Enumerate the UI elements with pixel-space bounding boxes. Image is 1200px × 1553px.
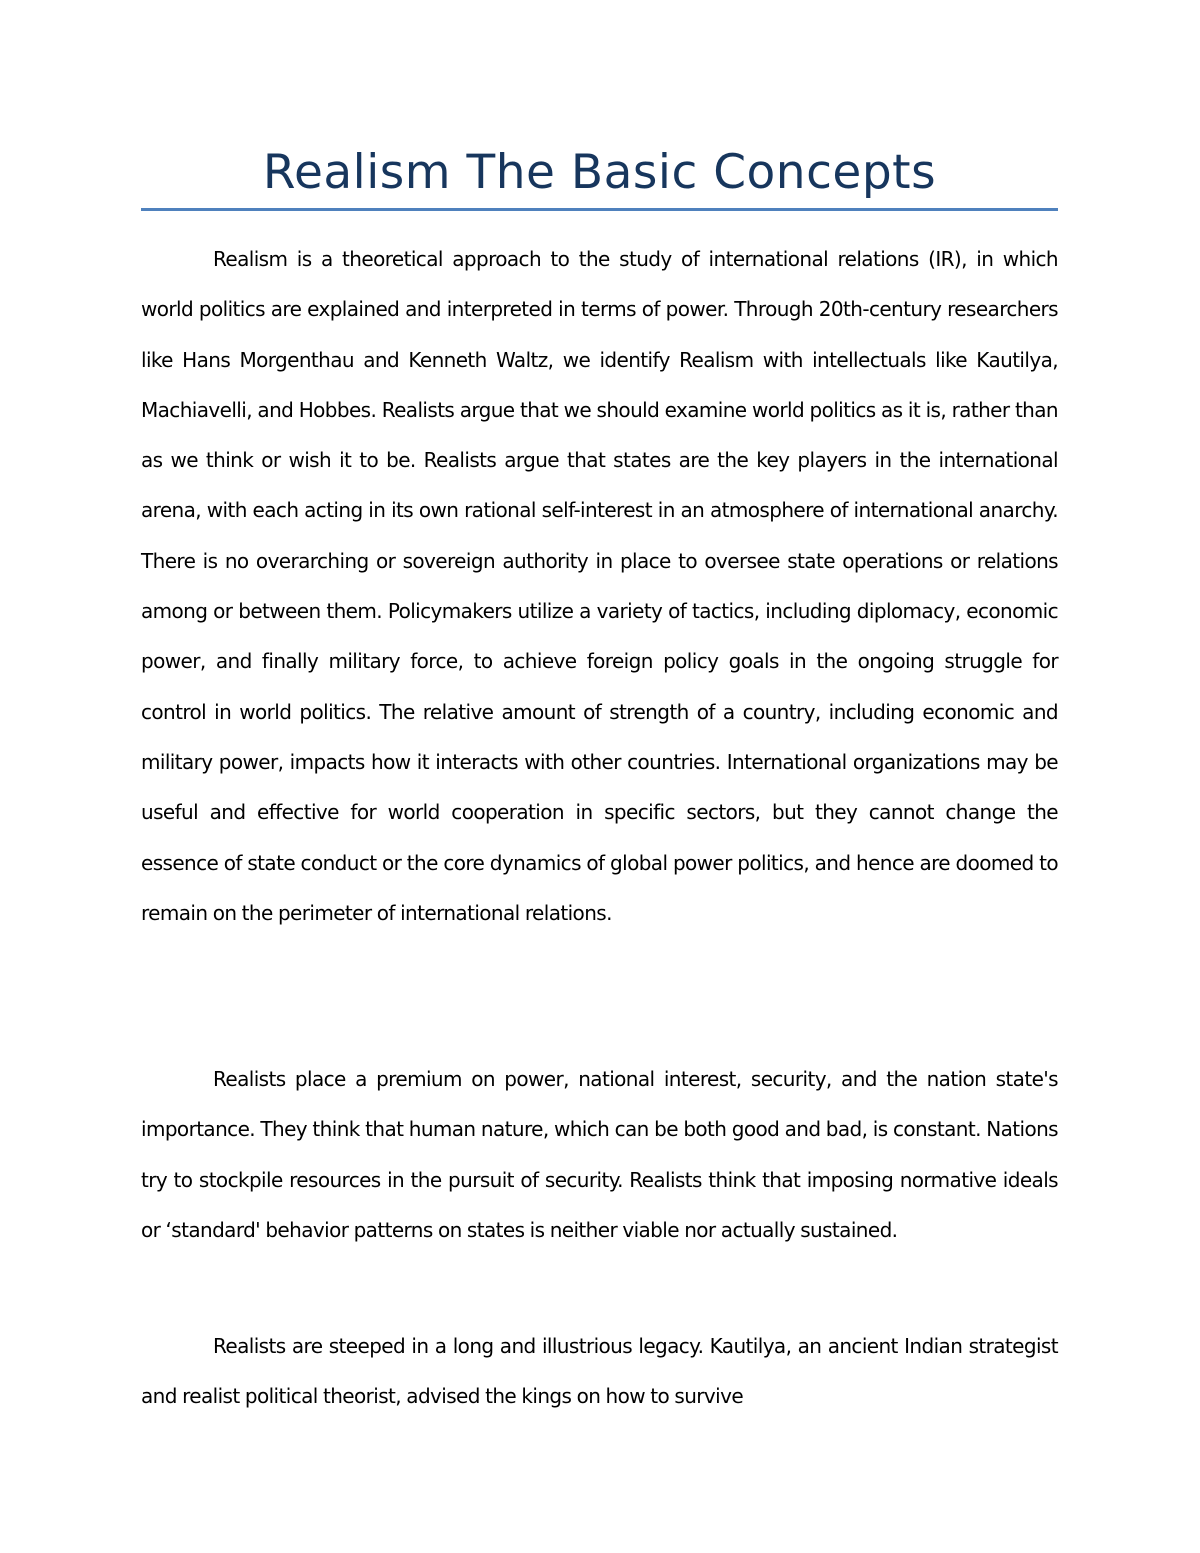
body-paragraph-3: Realists are steeped in a long and illustrious legacy. Kautilya, an ancient Indian strategist and realist political theorist, advised the kings on how to survive	[141, 1334, 1058, 1409]
document-title: Realism The Basic Concepts	[262, 145, 937, 200]
title-underline-rule	[141, 208, 1058, 211]
body-paragraph-2: Realists place a premium on power, national interest, security, and the nation state's importance. They think that human nature, which can be both good and bad, is constant. Nations try to stockpile resources in the pursuit of security. Realists think that imposing normative ideals or ‘standard' behavior patterns on states is neither viable nor actually sustained.	[141, 1067, 1058, 1242]
body-paragraph-1: Realism is a theoretical approach to the study of international relations (IR), in which world politics are explained and interpreted in terms of power. Through 20th-century researchers like Hans Morgenthau and Kenneth Waltz, we identify Realism with intellectuals like Kautilya, Machiavelli, and Hobbes. Realists argue that we should examine world politics as it is, rather than as we think or wish it to be. Realists argue that states are the key players in the international arena, with each acting in its own rational self-interest in an atmosphere of international anarchy. There is no overarching or sovereign authority in place to oversee state operations or relations among or between them. Policymakers utilize a variety of tactics, including diplomacy, economic power, and finally military force, to achieve foreign policy goals in the ongoing struggle for control in world politics. The relative amount of strength of a country, including economic and military power, impacts how it interacts with other countries. International organizations may be useful and effective for world cooperation in specific sectors, but they cannot change the essence of state conduct or the core dynamics of global power politics, and hence are doomed to remain on the perimeter of international relations.	[141, 247, 1058, 925]
